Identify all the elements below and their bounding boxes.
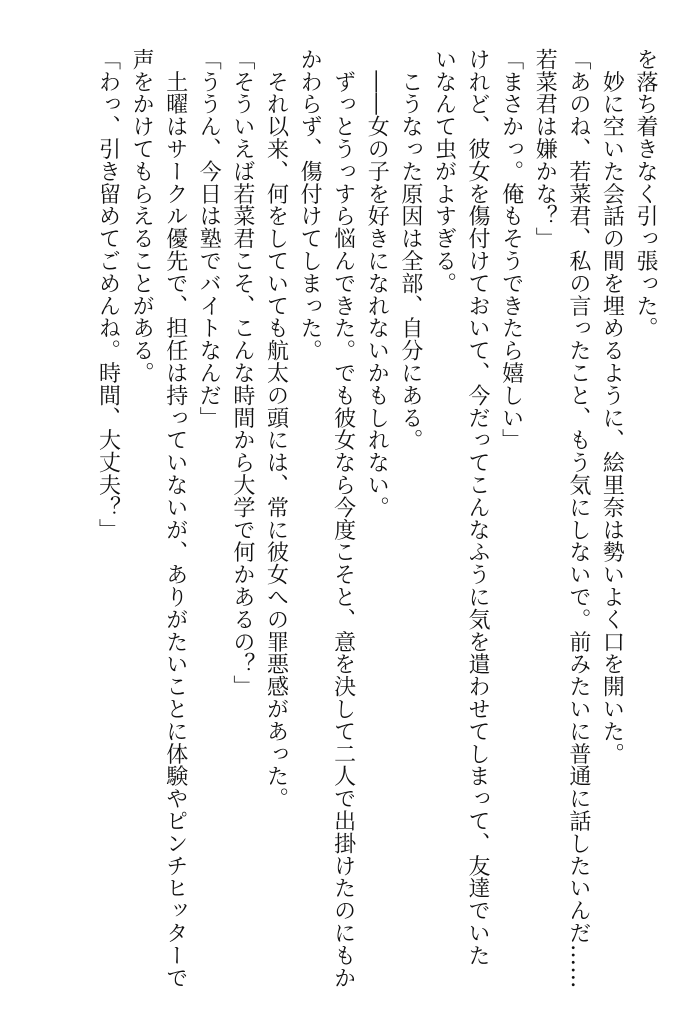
- text-line: ――女の子を好きになれないかもしれない。: [364, 48, 390, 519]
- text-line: 妙に空いた会話の間を埋めるように、絵里奈は勢いよく口を開いた。: [599, 48, 625, 765]
- vertical-text-body: [91, 48, 662, 989]
- text-line: かわらず、傷付けてしまった。: [297, 48, 323, 362]
- text-line: 「わっ、引き留めてごめんね。時間、大丈夫？」: [95, 48, 121, 541]
- text-line: 「そういえば若菜君こそ、こんな時間から大学で何かあるの？」: [229, 48, 255, 698]
- text-line: いなんて虫がよすぎる。: [431, 48, 457, 295]
- text-line: こうなった原因は全部、自分にある。: [397, 48, 423, 452]
- text-line: 「まさかっ。俺もそうできたら嬉しい」: [498, 48, 524, 452]
- text-line: けれど、彼女を傷付けておいて、今だってこんなふうに気を遣わせてしまって、友達でいた: [465, 48, 491, 967]
- text-line: 「あのね、若菜君、私の言ったこと、もう気にしないで。前みたいに普通に話したいんだ……: [565, 48, 591, 989]
- text-line: を落ち着きなく引っ張った。: [633, 48, 658, 340]
- text-line: ずっとうっすら悩んできた。でも彼女なら今度こそと、意を決して二人で出掛けたのにもか: [330, 48, 356, 989]
- text-line: 声をかけてもらえることがある。: [129, 48, 155, 384]
- text-line: 「ううん、今日は塾でバイトなんだ」: [196, 48, 222, 429]
- text-line: それ以来、何をしていても航太の頭には、常に彼女への罪悪感があった。: [263, 48, 289, 810]
- text-line: 若菜君は嫌かな？」: [532, 48, 558, 250]
- text-line: 土曜はサークル優先で、担任は持っていないが、ありがたいことに体験やピンチヒッターで: [162, 48, 188, 989]
